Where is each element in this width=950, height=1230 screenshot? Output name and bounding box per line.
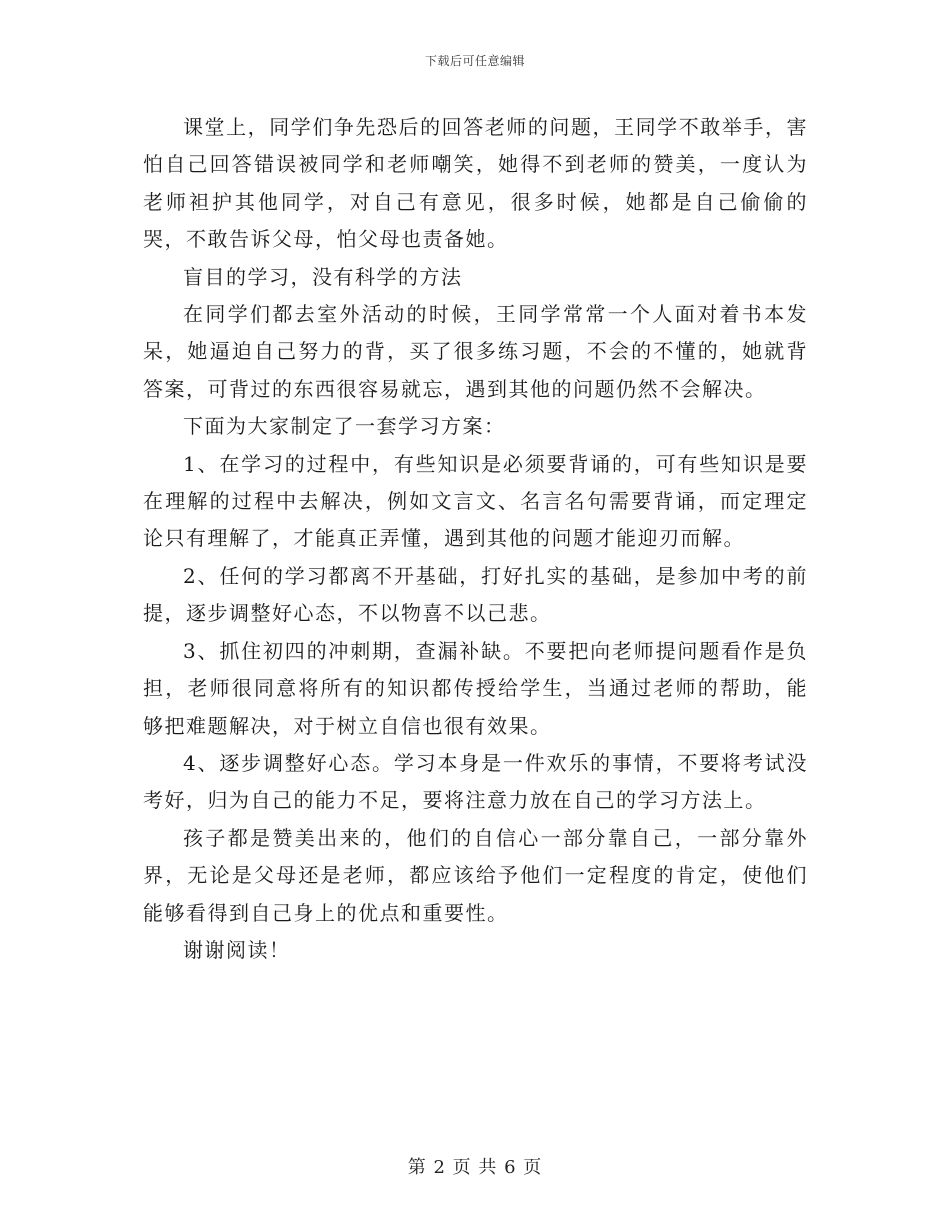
paragraph: 1、在学习的过程中，有些知识是必须要背诵的，可有些知识是要在理解的过程中去解决，例如文言文、名言名句需要背诵，而定理定论只有理解了，才能真正弄懂，遇到其他的问题才能迎刃而解。 <box>143 451 808 551</box>
paragraph: 2、任何的学习都离不开基础，打好扎实的基础，是参加中考的前提，逐步调整好心态，不以物喜不以己悲。 <box>143 563 808 626</box>
paragraph: 孩子都是赞美出来的，他们的自信心一部分靠自己，一部分靠外界，无论是父母还是老师，都应该给予他们一定程度的肯定，使他们能够看得到自己身上的优点和重要性。 <box>143 825 808 925</box>
paragraph: 在同学们都去室外活动的时候，王同学常常一个人面对着书本发呆，她逼迫自己努力的背，买了很多练习题，不会的不懂的，她就背答案，可背过的东西很容易就忘，遇到其他的问题仍然不会解决。 <box>143 302 808 401</box>
paragraph: 4、逐步调整好心态。学习本身是一件欢乐的事情，不要将考试没考好，归为自己的能力不足，要将注意力放在自己的学习方法上。 <box>143 750 808 813</box>
page-number: 第 2 页 共 6 页 <box>407 1157 543 1178</box>
paragraph: 课堂上，同学们争先恐后的回答老师的问题，王同学不敢举手，害怕自己回答错误被同学和老师嘲笑，她得不到老师的赞美，一度认为老师袒护其他同学，对自己有意见，很多时候，她都是自己偷偷的哭，不敢告诉父母，怕父母也责备她。 <box>143 115 808 252</box>
paragraph: 谢谢阅读！ <box>183 937 291 962</box>
paragraph: 3、抓住初四的冲刺期，查漏补缺。不要把向老师提问题看作是负担，老师很同意将所有的知识都传授给学生，当通过老师的帮助，能够把难题解决，对于树立自信也很有效果。 <box>143 638 808 738</box>
paragraph: 盲目的学习，没有科学的方法 <box>183 264 463 289</box>
document-body <box>143 109 808 969</box>
page-header: 下载后可任意编辑 <box>424 54 525 68</box>
paragraph: 下面为大家制定了一套学习方案： <box>183 414 506 439</box>
